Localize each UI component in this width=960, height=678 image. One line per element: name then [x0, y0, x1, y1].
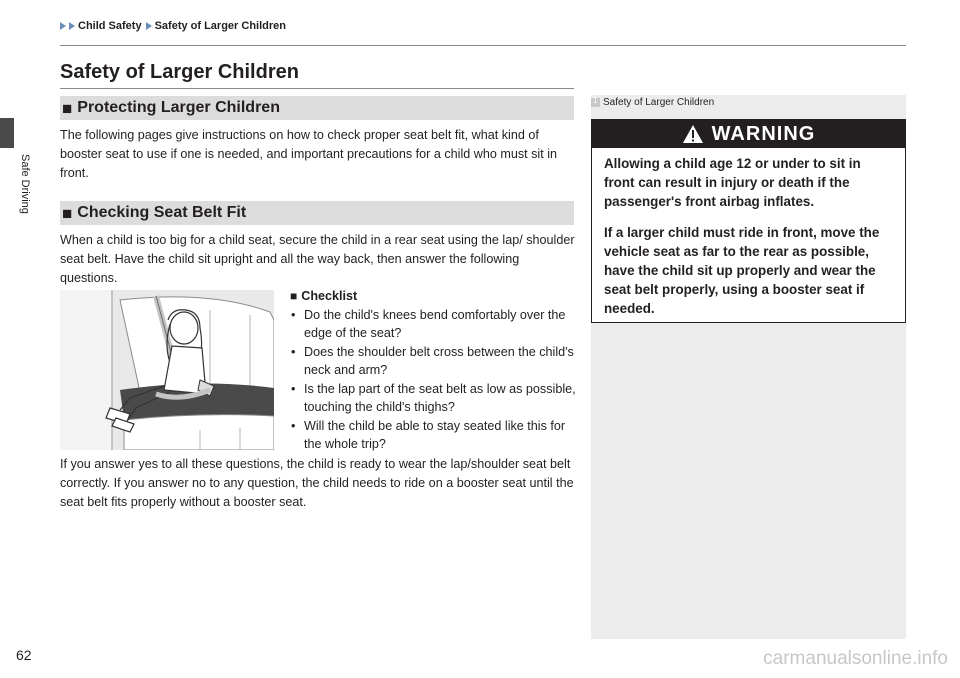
checking-outro-paragraph: If you answer yes to all these questions, the child is ready to wear the lap/shoulder seat belt correctly. If you answer no to any question, the child needs to ride on a booster seat until the seat belt fits properly without a booster seat.: [60, 457, 574, 509]
child-in-seat-drawing: [60, 290, 274, 450]
section-heading-protecting: [60, 96, 574, 120]
note-marker-icon: [591, 98, 600, 107]
warning-triangle-icon: [682, 124, 704, 144]
chapter-side-label: Safe Driving: [19, 154, 31, 214]
warning-header: [592, 120, 905, 148]
protecting-paragraph: The following pages give instructions on how to check proper seat belt fit, what kind of booster seat to use if one is needed, and important precautions for a child who must sit in front.: [60, 128, 558, 180]
checklist-item: • Do the child's knees bend comfortably over the edge of the seat?: [290, 306, 580, 343]
warning-paragraph: Allowing a child age 12 or under to sit in front can result in injury or death if the passenger's front airbag inflates.: [604, 156, 861, 209]
warning-label: WARNING: [711, 122, 816, 145]
warning-paragraph: If a larger child must ride in front, move the vehicle seat as far to the rear as possible, have the child sit up properly and wear the seat belt properly, using a booster seat if needed.: [604, 225, 880, 316]
section-heading-checking: [60, 201, 574, 225]
section-marker-icon: ■: [290, 289, 298, 303]
checklist-item: • Does the shoulder belt cross between the child's neck and arm?: [290, 343, 580, 380]
checklist-item: • Will the child be able to stay seated like this for the whole trip?: [290, 417, 580, 454]
right-triangle-icon: [69, 22, 75, 30]
breadcrumb-item-current: Safety of Larger Children: [154, 20, 286, 32]
title-rule: [60, 88, 574, 89]
checklist: [290, 287, 580, 454]
warning-body: [592, 148, 905, 318]
warning-box: [591, 119, 906, 323]
section-marker-icon: ■: [62, 98, 73, 118]
breadcrumb: [60, 20, 286, 32]
page-title: Safety of Larger Children: [60, 61, 299, 83]
page-number: 62: [16, 647, 32, 663]
side-note-heading: 1 Safety of Larger Children: [591, 97, 714, 108]
checklist-item: • Is the lap part of the seat belt as low as possible, touching the child's thighs?: [290, 380, 580, 417]
section-title: Checking Seat Belt Fit: [77, 204, 247, 221]
section-marker-icon: ■: [62, 203, 73, 223]
section-title: Protecting Larger Children: [77, 99, 280, 116]
checking-intro-paragraph: When a child is too big for a child seat, secure the child in a rear seat using the lap/ shoulder seat belt. Have the child sit upright and all the way back, then answer the following questions.: [60, 233, 575, 285]
chapter-tab-marker: [0, 118, 14, 148]
watermark-text: carmanualsonline.info: [763, 648, 948, 669]
right-triangle-icon: [146, 22, 152, 30]
header-rule: [60, 45, 906, 46]
checklist-heading: ■ Checklist: [290, 287, 580, 306]
right-triangle-icon: [60, 22, 66, 30]
child-seat-belt-illustration: [60, 290, 274, 450]
breadcrumb-item-child-safety[interactable]: Child Safety: [78, 20, 142, 32]
